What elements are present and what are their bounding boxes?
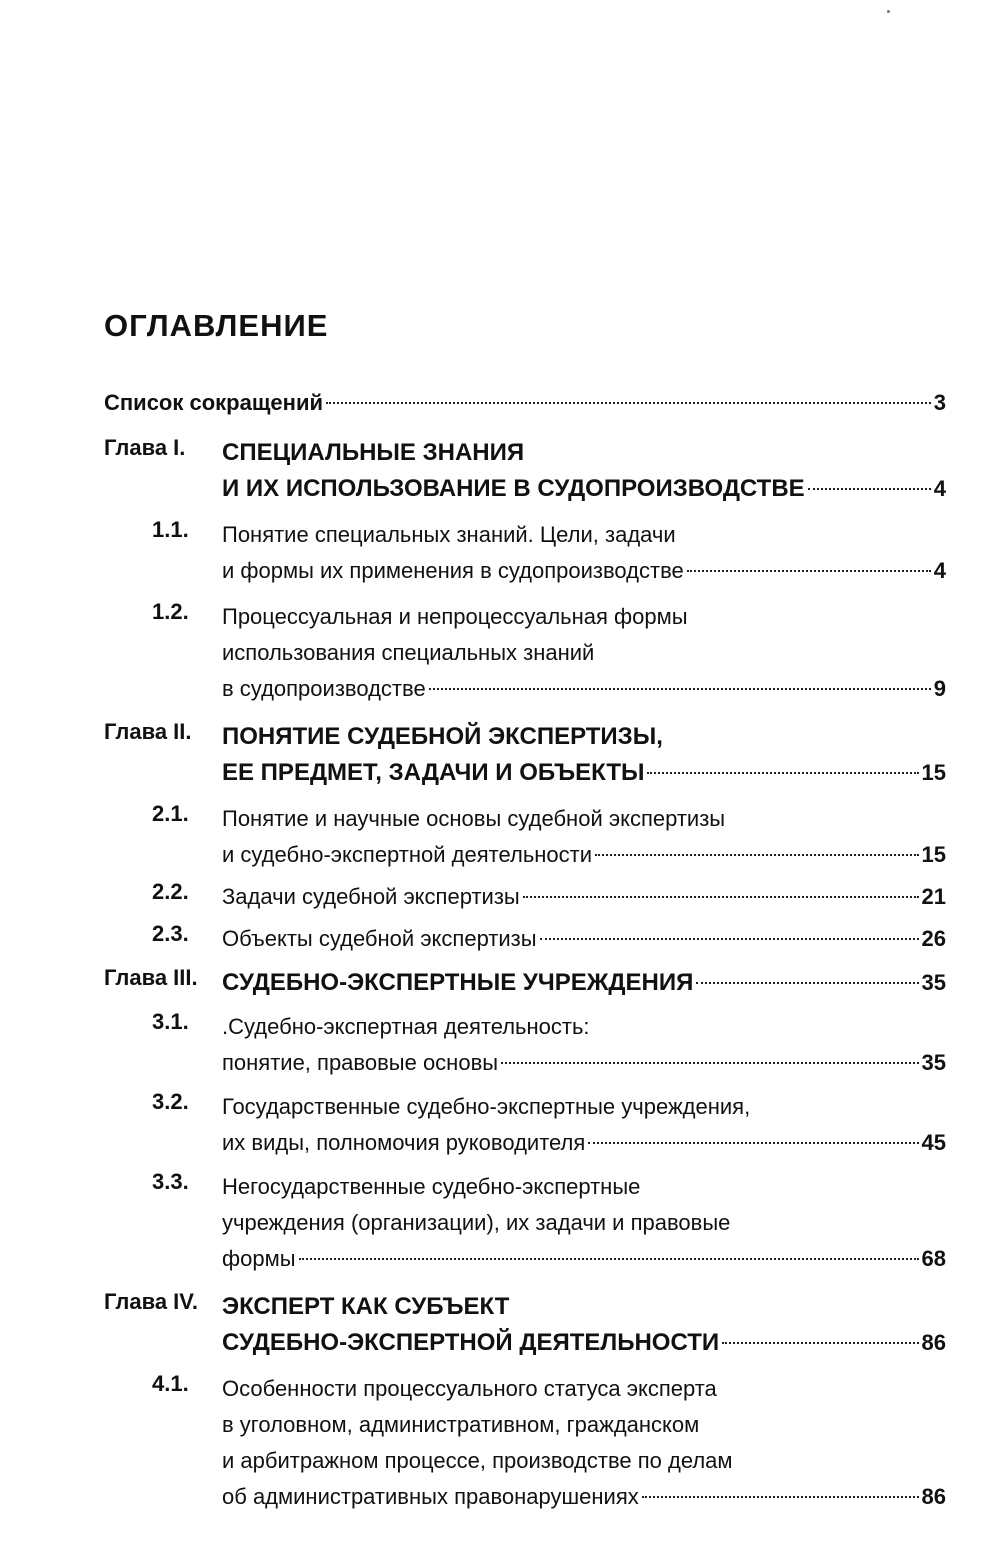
- toc-entry-title-line: использования специальных знаний: [222, 640, 595, 665]
- toc-entry[interactable]: [104, 1169, 946, 1277]
- dot-leader: [808, 488, 931, 490]
- toc-entry[interactable]: [104, 385, 946, 421]
- page-number: 68: [921, 1246, 946, 1271]
- toc-entry-title-line: Государственные судебно-экспертные учреждения,: [222, 1094, 751, 1119]
- toc-entry-title-line: И ИХ ИСПОЛЬЗОВАНИЕ В СУДОПРОИЗВОДСТВЕ: [222, 475, 805, 502]
- dot-leader: [326, 402, 931, 404]
- toc-entry[interactable]: [104, 719, 946, 791]
- dot-leader: [687, 570, 931, 572]
- toc-entry-number: Глава IV.: [104, 1289, 199, 1314]
- toc-entry-title-line: Особенности процессуального статуса эксперта: [222, 1376, 717, 1401]
- toc-entry[interactable]: [104, 921, 946, 957]
- toc-entry-number: 2.2.: [152, 879, 189, 904]
- page-number: 45: [921, 1130, 946, 1155]
- page-number: 15: [921, 760, 946, 785]
- toc-entry-number: 3.1.: [152, 1009, 189, 1034]
- toc-entry-number: 3.2.: [152, 1089, 189, 1114]
- toc-entry-title-line: в судопроизводстве: [222, 676, 426, 701]
- page-number: 9: [933, 676, 946, 701]
- toc-entry[interactable]: [104, 801, 946, 873]
- toc-entry-title-line: Понятие специальных знаний. Цели, задачи: [222, 522, 676, 547]
- toc-entry-title-line: Список сокращений: [104, 390, 323, 415]
- toc-entry-title-line: Объекты судебной экспертизы: [222, 926, 537, 951]
- toc-entry-number: 2.1.: [152, 801, 189, 826]
- toc-entry-number: 4.1.: [152, 1371, 189, 1396]
- page-number: 26: [921, 926, 946, 951]
- dot-leader: [540, 938, 919, 940]
- toc-entry-title-line: ЭКСПЕРТ КАК СУБЪЕКТ: [222, 1293, 510, 1320]
- toc-entry[interactable]: [104, 435, 946, 507]
- toc-entry-title-line: СУДЕБНО-ЭКСПЕРТНОЙ ДЕЯТЕЛЬНОСТИ: [222, 1329, 720, 1356]
- toc-entry-title-line: Понятие и научные основы судебной экспертизы: [222, 806, 726, 831]
- page-number: 15: [921, 842, 946, 867]
- toc-entry-number: 3.3.: [152, 1169, 189, 1194]
- toc-entry[interactable]: [104, 1289, 946, 1361]
- toc-entry-title-line: формы: [222, 1246, 296, 1271]
- toc-entry-number: 1.2.: [152, 599, 189, 624]
- table-of-contents: [104, 385, 946, 1515]
- toc-entry-number: 1.1.: [152, 517, 189, 542]
- page-number: 3: [933, 390, 946, 415]
- dot-leader: [429, 688, 931, 690]
- page-number: 86: [921, 1330, 946, 1355]
- page-number: 35: [921, 970, 946, 995]
- toc-entry-title-line: об административных правонарушениях: [222, 1484, 639, 1509]
- toc-entry[interactable]: [104, 1089, 946, 1161]
- toc-entry-title-line: Негосударственные судебно-экспертные: [222, 1174, 641, 1199]
- dot-leader: [642, 1496, 919, 1498]
- toc-entry-title-line: .Судебно-экспертная деятельность:: [222, 1014, 590, 1039]
- toc-entry-number: Глава II.: [104, 719, 192, 744]
- page-number: 4: [933, 558, 946, 583]
- page-number: 35: [921, 1050, 946, 1075]
- toc-entry[interactable]: [104, 517, 946, 589]
- page-number: 4: [933, 476, 946, 501]
- toc-entry-title-line: Процессуальная и непроцессуальная формы: [222, 604, 688, 629]
- dot-leader: [595, 854, 918, 856]
- toc-entry[interactable]: [104, 599, 946, 707]
- toc-entry-number: 2.3.: [152, 921, 189, 946]
- toc-entry[interactable]: [104, 879, 946, 915]
- speck: [887, 10, 890, 13]
- toc-entry-title-line: Задачи судебной экспертизы: [222, 884, 520, 909]
- dot-leader: [299, 1258, 919, 1260]
- toc-entry-title-line: СПЕЦИАЛЬНЫЕ ЗНАНИЯ: [222, 439, 525, 466]
- toc-entry-number: Глава III.: [104, 965, 198, 990]
- dot-leader: [722, 1342, 918, 1344]
- toc-entry-title-line: их виды, полномочия руководителя: [222, 1130, 586, 1155]
- dot-leader: [696, 982, 918, 984]
- dot-leader: [523, 896, 919, 898]
- toc-entry-title-line: в уголовном, административном, гражданском: [222, 1412, 700, 1437]
- toc-entry-title-line: и арбитражном процессе, производстве по делам: [222, 1448, 733, 1473]
- dot-leader: [647, 772, 918, 774]
- toc-entry-title-line: учреждения (организации), их задачи и правовые: [222, 1210, 731, 1235]
- toc-entry[interactable]: [104, 1371, 946, 1515]
- dot-leader: [588, 1142, 918, 1144]
- toc-entry-title-line: СУДЕБНО-ЭКСПЕРТНЫЕ УЧРЕЖДЕНИЯ: [222, 969, 694, 996]
- page-title: ОГЛАВЛЕНИЕ: [104, 308, 329, 343]
- toc-entry-number: Глава I.: [104, 435, 186, 460]
- dot-leader: [501, 1062, 918, 1064]
- toc-entry-title-line: понятие, правовые основы: [222, 1050, 499, 1075]
- toc-entry[interactable]: [104, 965, 946, 1001]
- page-number: 21: [921, 884, 946, 909]
- page-number: 86: [921, 1484, 946, 1509]
- toc-entry[interactable]: [104, 1009, 946, 1081]
- toc-entry-title-line: и формы их применения в судопроизводстве: [222, 558, 684, 583]
- toc-entry-title-line: и судебно-экспертной деятельности: [222, 842, 593, 867]
- toc-entry-title-line: ПОНЯТИЕ СУДЕБНОЙ ЭКСПЕРТИЗЫ,: [222, 723, 663, 750]
- toc-entry-title-line: ЕЕ ПРЕДМЕТ, ЗАДАЧИ И ОБЪЕКТЫ: [222, 759, 645, 786]
